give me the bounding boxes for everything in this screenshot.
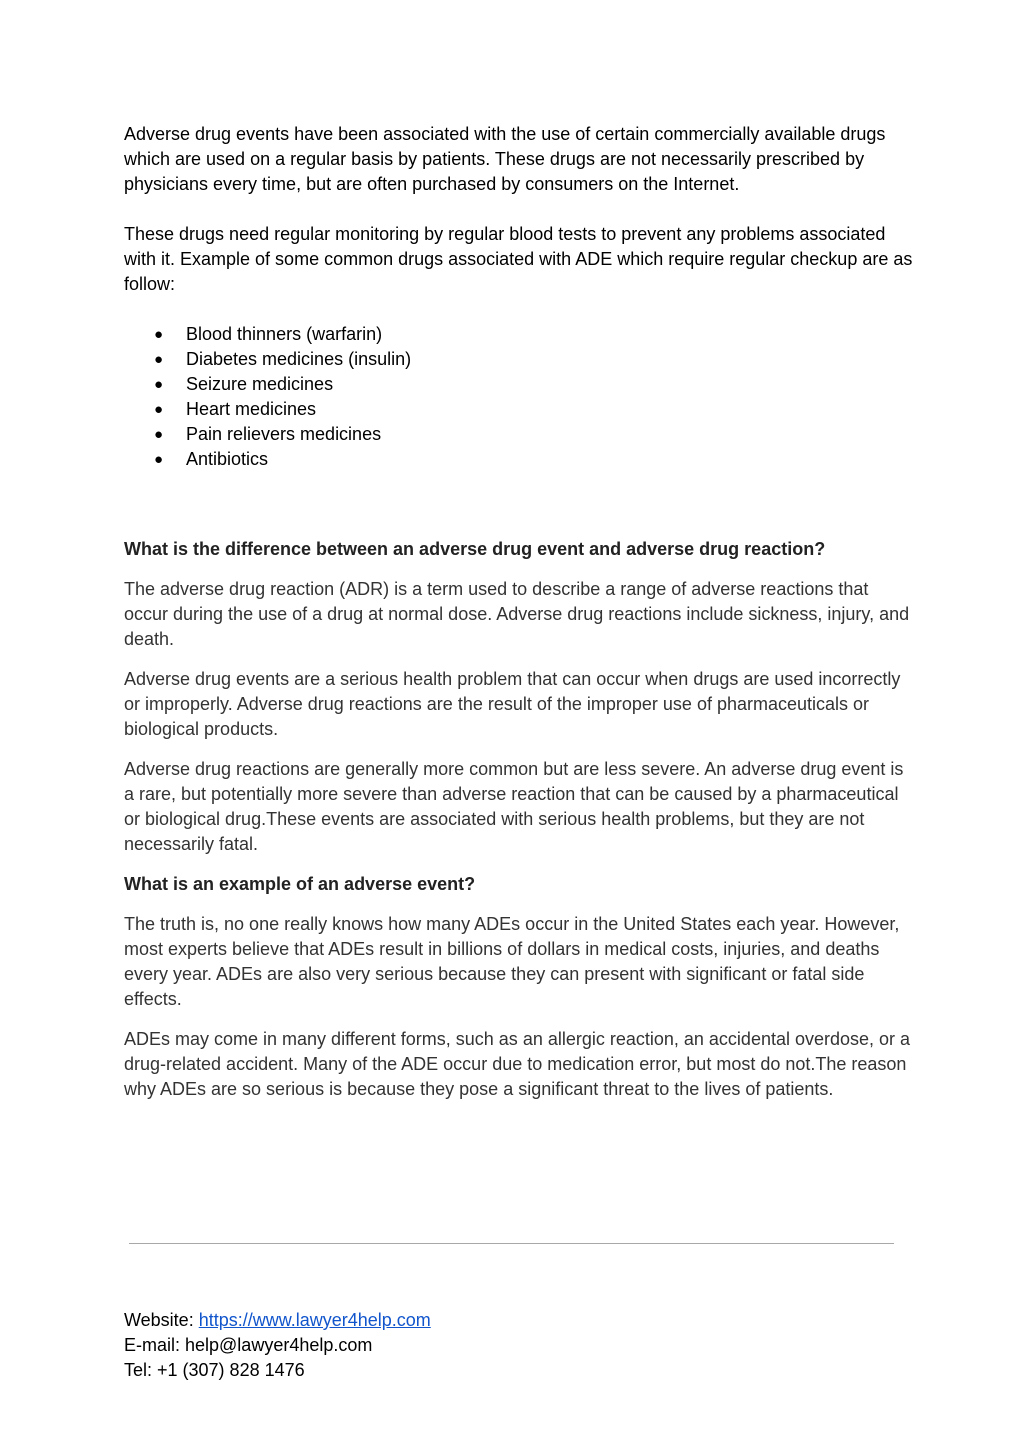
list-item-text: Heart medicines — [186, 399, 317, 419]
section2-paragraph-2: ADEs may come in many different forms, such as an allergic reaction, an accidental overdose, or a drug-related accident. Many of the ADE occur due to medication error, but most do not.The reason why ADEs are so serious is because they pose a significant threat to the lives of patients. — [124, 1029, 911, 1099]
bullet-icon: ● — [154, 401, 164, 418]
intro-paragraph-2: These drugs need regular monitoring by regular blood tests to prevent any problems associated with it. Example of some common drugs associated with ADE which require regular checkup are as follow: — [124, 224, 913, 294]
list-item — [124, 322, 914, 347]
list-item — [124, 422, 914, 447]
list-item — [124, 397, 914, 422]
list-item-text: Pain relievers medicines — [186, 424, 382, 444]
bullet-icon: ● — [154, 426, 164, 443]
section2-paragraph-1: The truth is, no one really knows how many ADEs occur in the United States each year. However, most experts believe that ADEs result in billions of dollars in medical costs, injuries, and deaths every year. ADEs are also very serious because they can present with significant or fatal side effects. — [124, 914, 900, 1009]
bullet-icon: ● — [154, 376, 164, 393]
section1-paragraph-2: Adverse drug events are a serious health problem that can occur when drugs are used incorrectly or improperly. Adverse drug reactions are the result of the improper use of pharmaceuticals or biological products. — [124, 669, 901, 739]
section-heading-difference: What is the difference between an adverse drug event and adverse drug reaction? — [124, 539, 826, 559]
bullet-icon: ● — [154, 351, 164, 368]
list-item-text: Seizure medicines — [186, 374, 334, 394]
list-item-text: Diabetes medicines (insulin) — [186, 349, 412, 369]
section-heading-example: What is an example of an adverse event? — [124, 874, 476, 894]
bullet-icon: ● — [154, 451, 164, 468]
section1-paragraph-3: Adverse drug reactions are generally more common but are less severe. An adverse drug event is a rare, but potentially more severe than adverse reaction that can be caused by a pharmaceutical or biological drug.These events are associated with serious health problems, but they are not necessarily fatal. — [124, 759, 904, 854]
list-item-text: Antibiotics — [186, 449, 269, 469]
website-label: Website: — [124, 1310, 199, 1330]
tel-line: Tel: +1 (307) 828 1476 — [124, 1360, 305, 1380]
intro-paragraph-1: Adverse drug events have been associated with the use of certain commercially available drugs which are used on a regular basis by patients. These drugs are not necessarily prescribed by physicians every time, but are often purchased by consumers on the Internet. — [124, 124, 886, 194]
drug-list — [124, 322, 914, 472]
list-item-text: Blood thinners (warfarin) — [186, 324, 383, 344]
website-line — [124, 1308, 431, 1333]
contact-block — [124, 1308, 431, 1383]
list-item — [124, 372, 914, 397]
document-body — [124, 122, 914, 1102]
list-item — [124, 347, 914, 372]
footer-divider — [129, 1243, 894, 1244]
list-item — [124, 447, 914, 472]
email-line: E-mail: help@lawyer4help.com — [124, 1335, 373, 1355]
website-link[interactable]: https://www.lawyer4help.com — [198, 1310, 431, 1330]
section1-paragraph-1: The adverse drug reaction (ADR) is a term used to describe a range of adverse reactions that occur during the use of a drug at normal dose. Adverse drug reactions include sickness, injury, and death. — [124, 579, 910, 649]
bullet-icon: ● — [154, 326, 164, 343]
